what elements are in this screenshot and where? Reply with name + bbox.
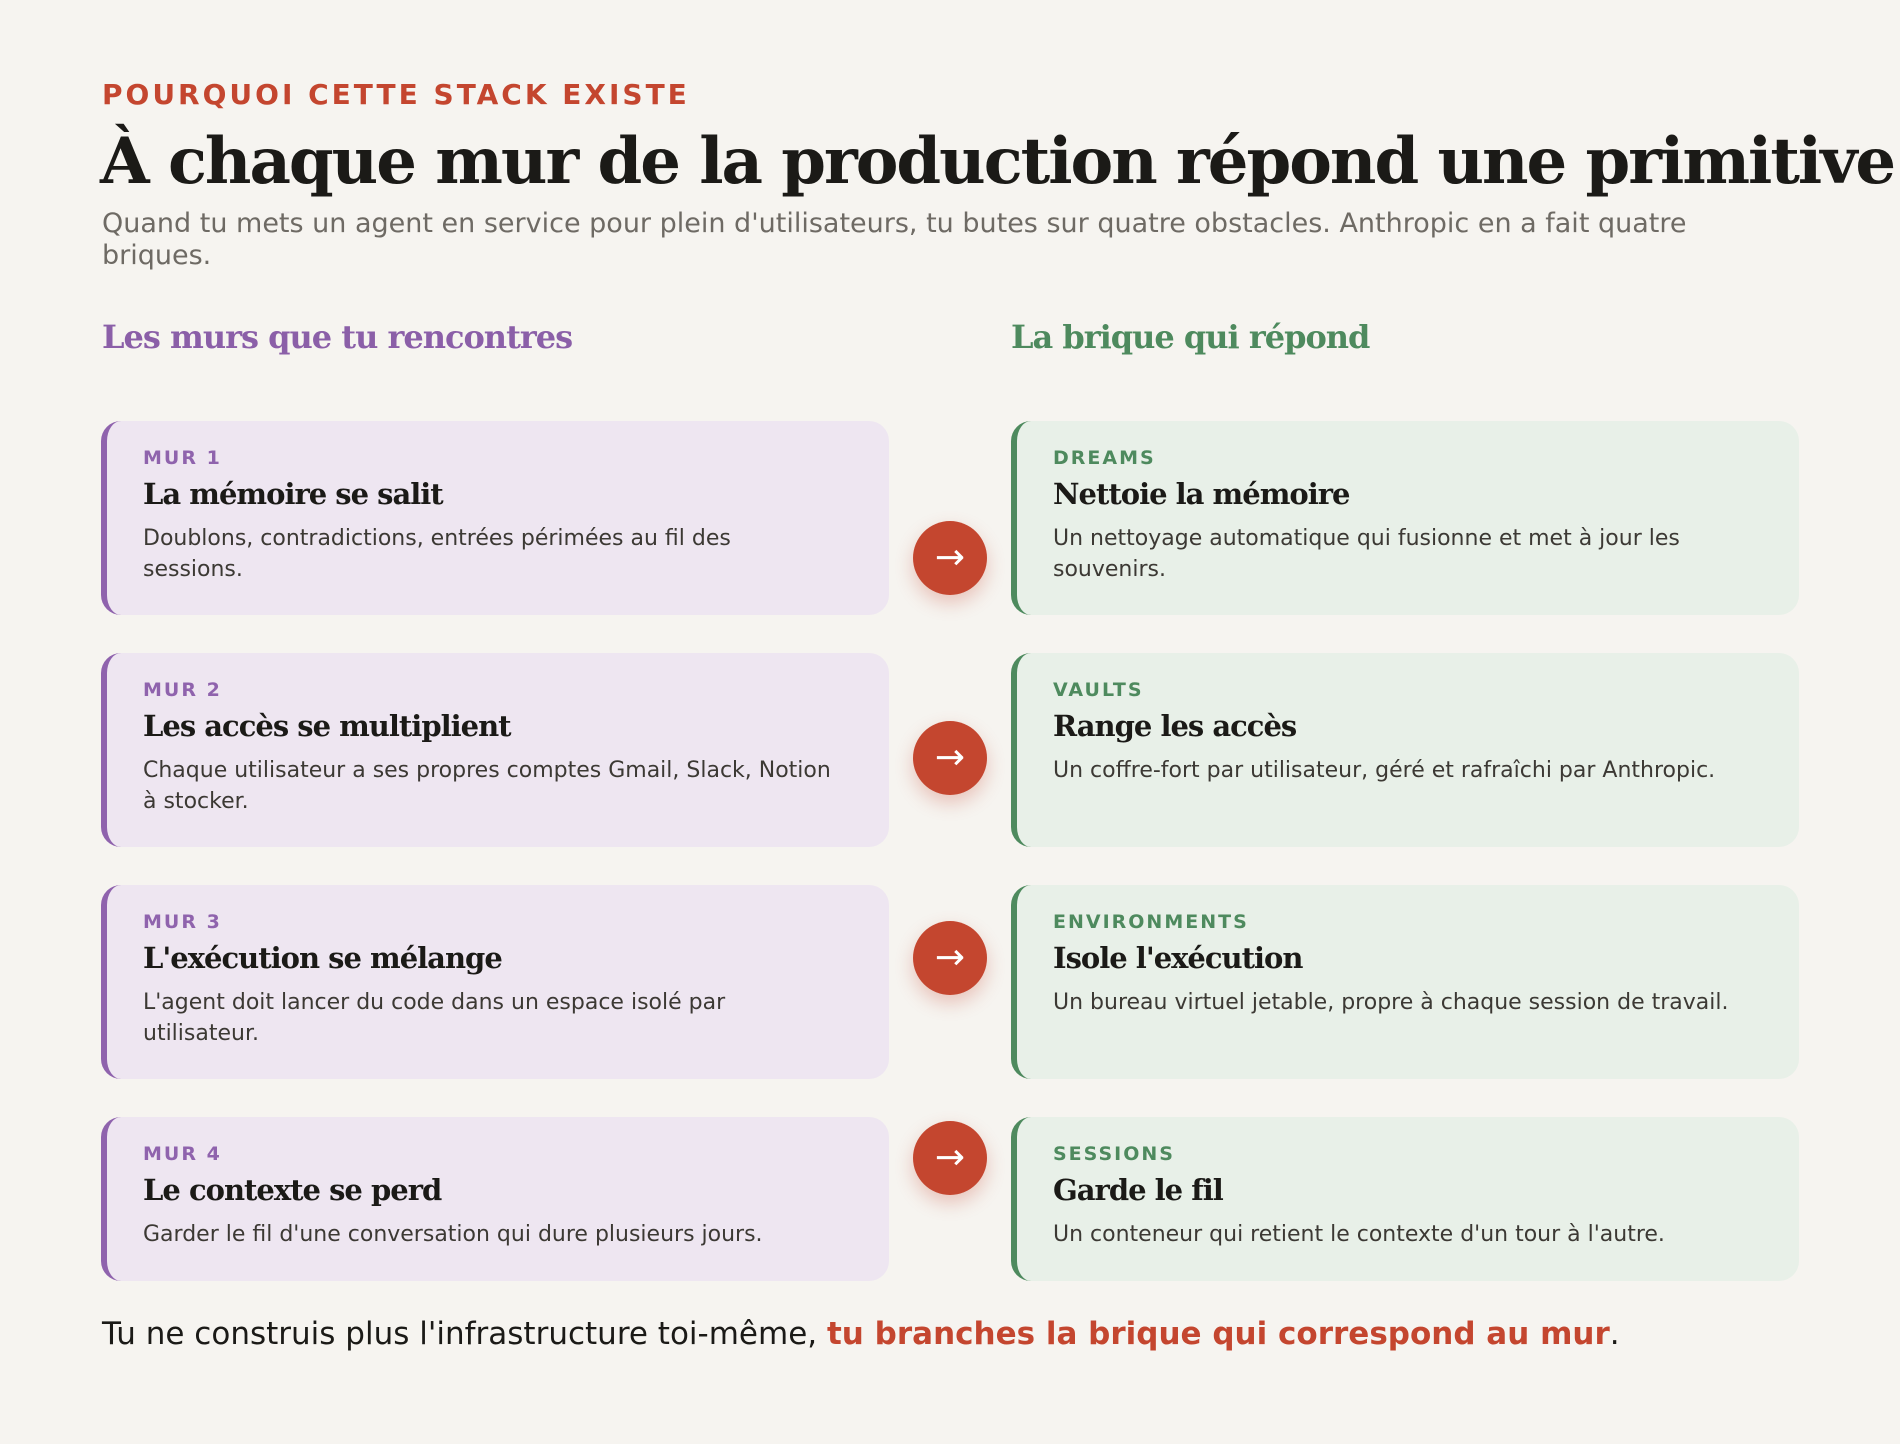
wall-title: Le contexte se perd [143,1173,442,1207]
brick-card-4 [1011,1117,1799,1281]
wall-tag: MUR 4 [143,1143,222,1165]
brick-tag: DREAMS [1053,447,1156,469]
wall-description: Doublons, contradictions, entrées périmées au fil des sessions. [143,526,731,582]
footer-text: Tu ne construis plus l'infrastructure toi-même, [102,1316,827,1352]
arrow-right-icon: → [913,721,987,795]
footer-end: . [1609,1316,1620,1352]
wall-title: L'exécution se mélange [143,941,502,975]
footer-accent: tu branches la brique qui correspond au mur [826,1316,1610,1352]
wall-title: Les accès se multiplient [143,709,511,743]
wall-card-2 [101,653,889,847]
eyebrow-label: POURQUOI CETTE STACK EXISTE [102,78,690,111]
arrow-right-icon: → [913,1121,987,1195]
brick-description: Un conteneur qui retient le contexte d'un tour à l'autre. [1053,1222,1665,1247]
brick-card-1 [1011,421,1799,615]
wall-description: L'agent doit lancer du code dans un espace isolé par utilisateur. [143,990,726,1046]
page-title: À chaque mur de la production répond une primitive [100,124,1895,199]
brick-title: Range les accès [1053,709,1297,743]
wall-card-3 [101,885,889,1079]
brick-description: Un coffre-fort par utilisateur, géré et rafraîchi par Anthropic. [1053,758,1716,783]
brick-title: Garde le fil [1053,1173,1223,1207]
brick-title: Nettoie la mémoire [1053,477,1350,511]
wall-title: La mémoire se salit [143,477,443,511]
brick-description: Un nettoyage automatique qui fusionne et met à jour les souvenirs. [1053,526,1680,582]
brick-description: Un bureau virtuel jetable, propre à chaque session de travail. [1053,990,1729,1015]
wall-tag: MUR 3 [143,911,222,933]
brick-tag: ENVIRONMENTS [1053,911,1249,933]
wall-card-1 [101,421,889,615]
wall-description: Chaque utilisateur a ses propres comptes Gmail, Slack, Notion à stocker. [143,758,831,814]
wall-description: Garder le fil d'une conversation qui dure plusieurs jours. [143,1222,763,1247]
walls-column-heading: Les murs que tu rencontres [102,318,573,356]
brick-tag: SESSIONS [1053,1143,1175,1165]
wall-card-4 [101,1117,889,1281]
bricks-column-heading: La brique qui répond [1011,318,1370,356]
brick-card-2 [1011,653,1799,847]
wall-tag: MUR 1 [143,447,222,469]
footer-statement [102,1316,1822,1352]
brick-tag: VAULTS [1053,679,1144,701]
arrow-right-icon: → [913,521,987,595]
arrow-right-icon: → [913,921,987,995]
page-subtitle: Quand tu mets un agent en service pour plein d'utilisateurs, tu butes sur quatre obstacles. Anthropic en a fait quatre briques. [102,208,1687,271]
brick-card-3 [1011,885,1799,1079]
brick-title: Isole l'exécution [1053,941,1303,975]
wall-tag: MUR 2 [143,679,222,701]
